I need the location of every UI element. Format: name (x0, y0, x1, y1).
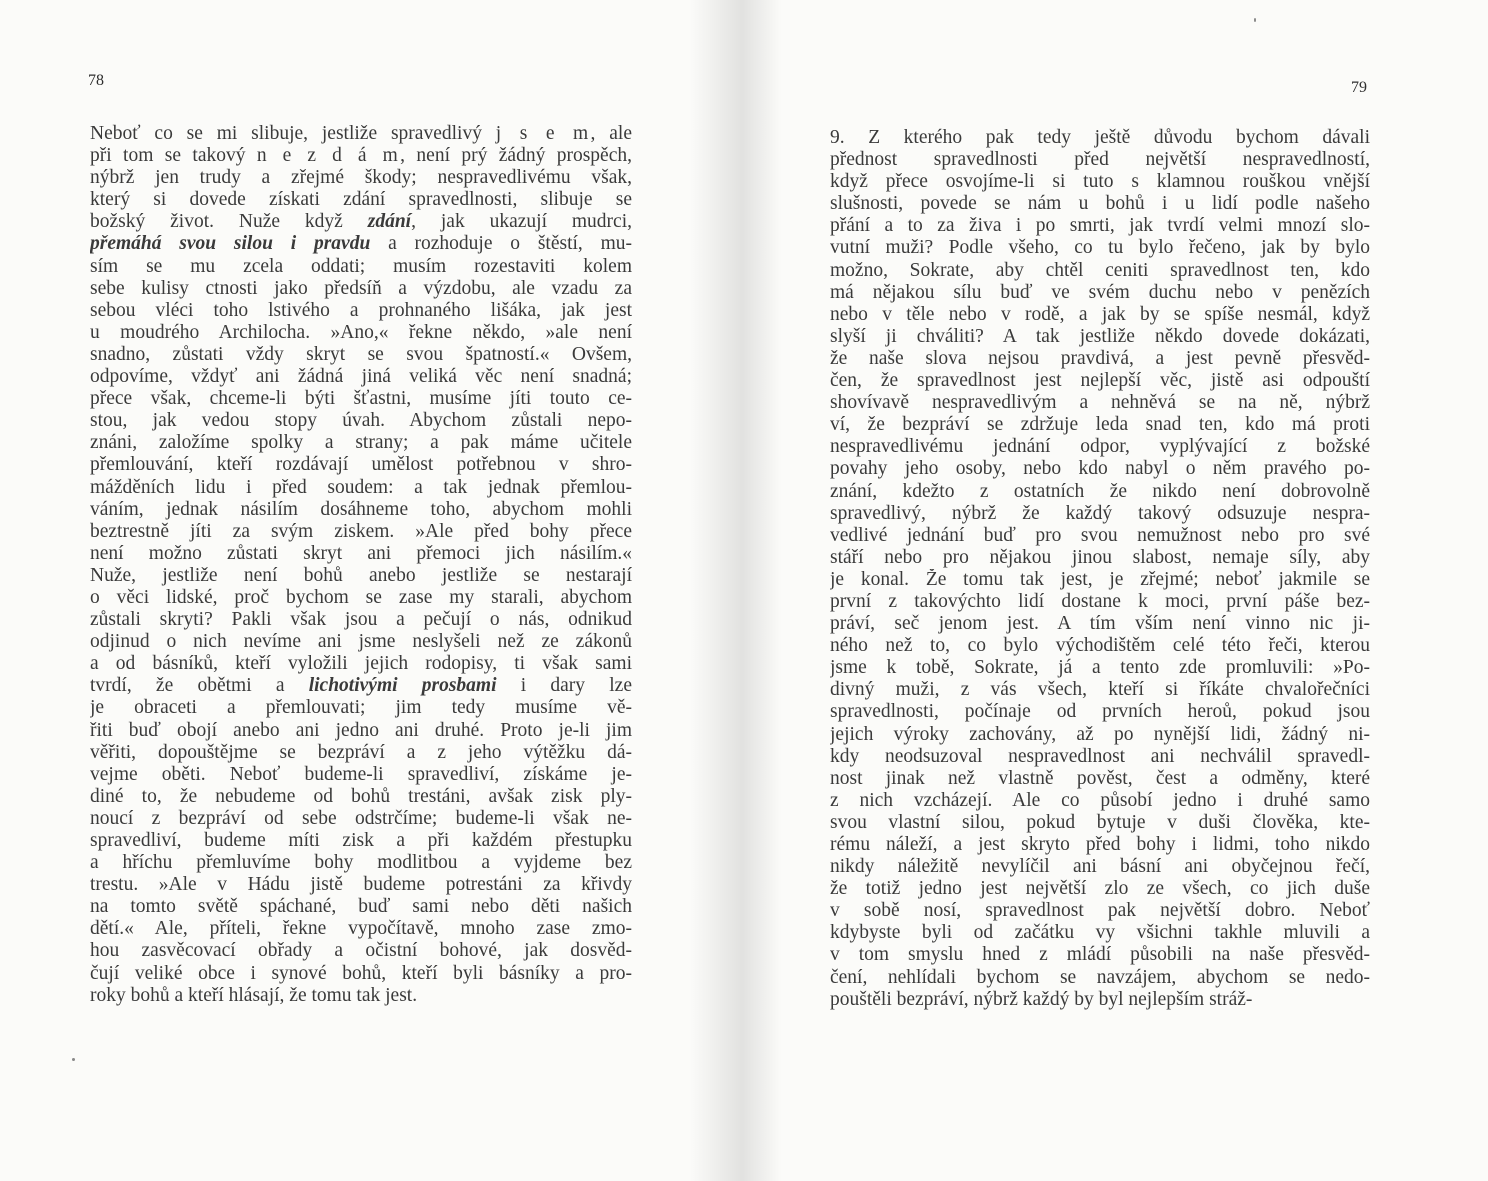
text-segment: přece však, chceme-li býti šťastni, musíme jíti touto ce- (90, 388, 632, 410)
text-segment: vutní muži? Podle všeho, co tu bylo řečeno, jak by bylo (830, 237, 1370, 259)
text-segment: ví, že bezpráví se zdržuje leda snad ten, kdo má proti (830, 414, 1370, 436)
text-segment: že naše slova nejsou pravdivá, a jest pevně přesvěd- (830, 347, 1370, 369)
text-segment: nýbrž jen trudy a zřejmé škody; nespravedlivému však, (90, 167, 632, 189)
emphasized-text: lichotivými prosbami (308, 675, 497, 697)
text-line (830, 127, 1370, 149)
text-segment: sím se mu zcela oddati; musím rozestaviti kolem (90, 255, 632, 277)
text-segment: nost jinak než vlastně pověst, čest a odměny, které (830, 767, 1370, 789)
text-segment: spravedlnosti, počínaje od prvních heroů, pokud jsou (830, 701, 1370, 723)
text-line (90, 587, 632, 609)
text-segment: spravedliví, budeme míti zisk a při každém přestupku (90, 830, 632, 851)
text-line (830, 193, 1370, 215)
text-line (90, 366, 632, 388)
text-line (830, 414, 1370, 436)
text-line (90, 167, 632, 189)
text-segment: jejich výroky zachovány, až po nynější lidi, žádný ni- (830, 723, 1370, 745)
text-segment: mážděních lidu i před soudem: a tak jednak přemlou- (90, 476, 632, 498)
text-segment: a rozhoduje o štěstí, mu- (370, 233, 632, 255)
text-line (90, 940, 632, 962)
text-line (90, 256, 632, 278)
text-line (830, 746, 1370, 768)
text-segment: roky bohů a kteří hlásají, že tomu tak jest. (90, 984, 418, 1006)
page-number: 79 (1351, 79, 1367, 96)
text-segment: možno, Sokrate, aby chtěl ceniti spravedlnost ten, kdo (830, 259, 1370, 281)
page-number: 78 (88, 72, 104, 89)
text-line (90, 388, 632, 410)
text-segment: dětí.« Ale, příteli, řekne vypočítavě, mnoho zase zmo- (90, 918, 632, 940)
text-segment: znání, kdežto z ostatních že nikdo není dobrovolně (830, 480, 1370, 502)
paper-speck (1254, 18, 1256, 22)
text-segment: Neboť co se mi slibuje, jestliže spravedlivý (90, 123, 496, 144)
text-line (830, 326, 1370, 348)
text-line (830, 635, 1370, 657)
text-segment: o věci lidské, proč bychom se zase my starali, abychom (90, 586, 632, 608)
text-segment: slyší ji chváliti? A tak jestliže někdo dovede dokázati, (830, 325, 1370, 347)
text-segment: povahy jeho osoby, nebo kdo nabyl o něm pravého po- (830, 458, 1370, 480)
text-line (90, 896, 632, 918)
text-segment: že totiž jedno jest největší zlo ze všech, co jich duše (830, 878, 1370, 900)
text-line (90, 432, 632, 454)
gutter-shadow (742, 0, 782, 1181)
text-line (90, 653, 632, 675)
text-line (830, 657, 1370, 679)
text-line (830, 944, 1370, 966)
text-segment: jsme k tobě, Sokrate, já a tento zde promluvili: »Po- (830, 657, 1370, 679)
text-line (830, 370, 1370, 392)
text-line (90, 211, 632, 233)
text-line (830, 282, 1370, 304)
text-segment: v tom smyslu hned z mládí působili na naše přesvěd- (830, 944, 1370, 966)
right-page (742, 0, 1488, 1181)
gutter-shadow (690, 0, 742, 1181)
text-line (830, 768, 1370, 790)
text-segment: v sobě nosí, spravedlnost pak největší dobro. Neboť (830, 900, 1370, 922)
text-segment: přednost spravedlnosti před největší nespravedlností, (830, 149, 1370, 171)
text-segment: věřiti, dopouštějme se bezpráví a z jeho výtěžku dá- (90, 741, 632, 763)
text-segment: odjinud o nich nevíme ani jsme neslyšeli než ze zákonů (90, 631, 632, 653)
text-line (830, 392, 1370, 414)
text-segment: , ale (590, 123, 632, 144)
text-line (90, 631, 632, 653)
text-segment: není možno zůstati skryt ani přemoci jich násilím.« (90, 542, 632, 564)
text-segment: a od básníků, kteří vyložili jejich rodopisy, ti však sami (90, 653, 632, 675)
text-line (90, 874, 632, 896)
text-line (830, 436, 1370, 458)
text-segment: řiti buď obojí anebo ani jedno ani druhé. Proto je-li jim (90, 719, 632, 741)
text-line (90, 477, 632, 499)
text-line (830, 481, 1370, 503)
text-line (90, 123, 632, 145)
text-segment: noucí z bezpráví od sebe odstrčíme; budeme-li však ne- (90, 807, 632, 829)
text-segment: vedlivé jednání buď pro svou nemužnost nebo pro své (830, 524, 1370, 546)
text-segment: čují veliké obce i synové bohů, kteří byli básníky a pro- (90, 962, 632, 984)
text-line (90, 565, 632, 587)
text-line (90, 322, 632, 344)
text-segment: 9. Z kterého pak tedy ještě důvodu bychom dávali (830, 127, 1370, 148)
text-line (90, 300, 632, 322)
text-line (830, 569, 1370, 591)
text-line (830, 215, 1370, 237)
text-segment: shovívavě nespravedlivým a nehněvá se na ně, nýbrž (830, 392, 1370, 414)
page-body-text (830, 127, 1370, 1011)
text-line (830, 878, 1370, 900)
text-line (830, 149, 1370, 171)
text-segment: nikdy náležitě nevylíčil ani básní ani obyčejnou řečí, (830, 856, 1370, 878)
text-segment: , není prý žádný prospěch, (400, 145, 632, 167)
text-line (90, 543, 632, 565)
text-line (90, 830, 632, 852)
text-line (830, 525, 1370, 547)
text-line (830, 900, 1370, 922)
paper-speck (72, 1058, 75, 1061)
text-segment: svou vlastní silou, pokud bytuje v duši člověka, kte- (830, 811, 1370, 833)
emphasized-text: zdání (367, 211, 412, 233)
spaced-emphasis-text: j s e m (495, 123, 591, 144)
text-segment: zůstali skryti? Pakli však jsou a pečují o nás, odnikud (90, 609, 632, 631)
text-line (830, 237, 1370, 259)
text-segment: sebou vléci toho lstivého a prohnaného lišáka, jak jest (90, 299, 632, 321)
text-line (830, 458, 1370, 480)
text-segment: nebo v těle nebo v rodě, a jak by se spíše nesmál, když (830, 303, 1370, 325)
text-line (830, 348, 1370, 370)
page-body-text (90, 123, 632, 1007)
text-line (90, 278, 632, 300)
text-line (830, 260, 1370, 282)
text-segment: odpovíme, vždyť ani žádná jiná veliká věc není snadná; (90, 366, 632, 388)
text-line (90, 720, 632, 742)
text-line (90, 697, 632, 719)
text-segment: božský život. Nuže když (90, 211, 368, 233)
text-segment: u moudrého Archilocha. »Ano,« řekne někdo, »ale není (90, 321, 632, 343)
text-segment: a hříchu přemluvíme bohy modlitbou a vyjdeme bez (90, 852, 632, 874)
text-segment: čení, nehlídali bychom se navzájem, abychom se nedo- (830, 966, 1370, 988)
text-line (90, 764, 632, 786)
text-line (830, 856, 1370, 878)
text-line (90, 609, 632, 631)
text-line (90, 189, 632, 211)
text-line (90, 454, 632, 476)
text-segment: tvrdí, že obětmi a (90, 675, 309, 697)
text-line (90, 145, 632, 167)
text-line (830, 724, 1370, 746)
text-segment: je konal. Že tomu tak jest, je zřejmé; neboť jakmile se (830, 568, 1370, 590)
text-segment: , jak ukazují mudrci, (411, 211, 632, 233)
text-line (830, 967, 1370, 989)
text-segment: kdy neodsuzoval nespravedlnost ani nechválil spravedl- (830, 745, 1370, 767)
text-line (830, 834, 1370, 856)
text-line (90, 742, 632, 764)
text-line (90, 985, 632, 1007)
text-segment: z nich vzcházejí. Ale co působí jedno i druhé samo (830, 789, 1370, 811)
text-segment: i dary lze (496, 675, 632, 697)
text-segment: trestu. »Ale v Hádu jistě budeme potrestáni za křivdy (90, 874, 632, 896)
text-segment: sebe kulisy ctnosti jako předsíň a výzdobu, ale vzadu za (90, 277, 632, 299)
text-segment: znáni, založíme spolky a strany; a pak máme učitele (90, 432, 632, 454)
text-segment: pouštěli bezpráví, nýbrž každý by byl nejlepším stráž- (830, 988, 1253, 1010)
spaced-emphasis-text: n e z d á m (256, 145, 401, 167)
text-line (830, 503, 1370, 525)
text-line (90, 675, 632, 697)
text-segment: diné to, že nebudeme od bohů trestáni, avšak zisk ply- (90, 785, 632, 807)
text-segment: divný muži, z vás všech, kteří si říkáte chvalořečníci (830, 679, 1370, 701)
text-line (90, 918, 632, 940)
text-segment: má nějakou sílu buď ve svém duchu nebo v penězích (830, 281, 1370, 303)
text-line (830, 304, 1370, 326)
text-segment: práví, seč jenom jest. A tím vším není vinno nic ji- (830, 613, 1370, 635)
text-segment: přemlouvání, kteří rozdávají umělost potřebnou v shro- (90, 454, 632, 476)
text-line (830, 591, 1370, 613)
text-line (90, 410, 632, 432)
emphasized-text: přemáhá svou silou i pravdu (90, 233, 371, 255)
text-line (90, 963, 632, 985)
text-line (90, 344, 632, 366)
text-segment: vejme oběti. Neboť budeme-li spravedliví, získáme je- (90, 763, 632, 785)
text-segment: spravedlivý, nýbrž že každý takový odsuzuje nespra- (830, 502, 1370, 524)
text-segment: když přece osvojíme-li si tuto s klamnou rouškou vnější (830, 171, 1370, 193)
text-segment: čen, že spravedlnost jest nejlepší věc, jistě asi odpouští (830, 370, 1370, 392)
text-segment: stou, jak vedou stopy úvah. Abychom zůstali nepo- (90, 410, 632, 432)
text-segment: stáří nebo pro nějakou jinou slabost, nemaje síly, aby (830, 546, 1370, 568)
text-segment: první z takovýchto lidí dostane k moci, první páše bez- (830, 590, 1370, 612)
text-line (830, 171, 1370, 193)
text-segment: který si dovede získati zdání spravedlnosti, slibuje se (90, 189, 632, 211)
text-line (90, 808, 632, 830)
text-line (90, 521, 632, 543)
text-line (830, 922, 1370, 944)
text-segment: váním, jednak násilím dosáhneme toho, abychom mohli (90, 498, 632, 520)
text-line (830, 679, 1370, 701)
text-segment: je obraceti a přemlouvati; jim tedy musíme vě- (90, 697, 632, 719)
text-segment: přání a to za živa i po smrti, jak tvrdí velmi mnozí slo- (830, 215, 1370, 237)
text-line (90, 233, 632, 255)
text-segment: ného než to, co bylo východištěm celé této řeči, kterou (830, 635, 1370, 657)
text-segment: beztrestně jíti za svým ziskem. »Ale před bohy přece (90, 520, 632, 542)
text-line (830, 790, 1370, 812)
text-segment: kdybyste byli od začátku vy všichni takhle mluvili a (830, 922, 1370, 944)
text-line (830, 613, 1370, 635)
text-segment: při tom se takový (90, 145, 257, 167)
text-line (830, 547, 1370, 569)
text-segment: na tomto světě spáchané, buď sami nebo děti našich (90, 896, 632, 918)
text-line (830, 989, 1370, 1011)
text-segment: snadno, zůstati vždy skryt se svou špatností.« Ovšem, (90, 343, 632, 365)
text-segment: hou zasvěcovací obřady a očistní bohové, jak dosvěd- (90, 940, 632, 962)
left-page (0, 0, 742, 1181)
text-line (90, 852, 632, 874)
text-segment: slušnosti, povede se nám u bohů i u lidí podle našeho (830, 193, 1370, 215)
text-line (90, 786, 632, 808)
text-line (90, 499, 632, 521)
text-segment: nespravedlivému jednání odpor, vyplývající z božské (830, 436, 1370, 458)
text-line (830, 812, 1370, 834)
text-line (830, 701, 1370, 723)
text-segment: Nuže, jestliže není bohů anebo jestliže se nestarají (90, 564, 632, 586)
text-segment: rému náleží, a jest skryto před bohy i lidmi, toho nikdo (830, 834, 1370, 855)
